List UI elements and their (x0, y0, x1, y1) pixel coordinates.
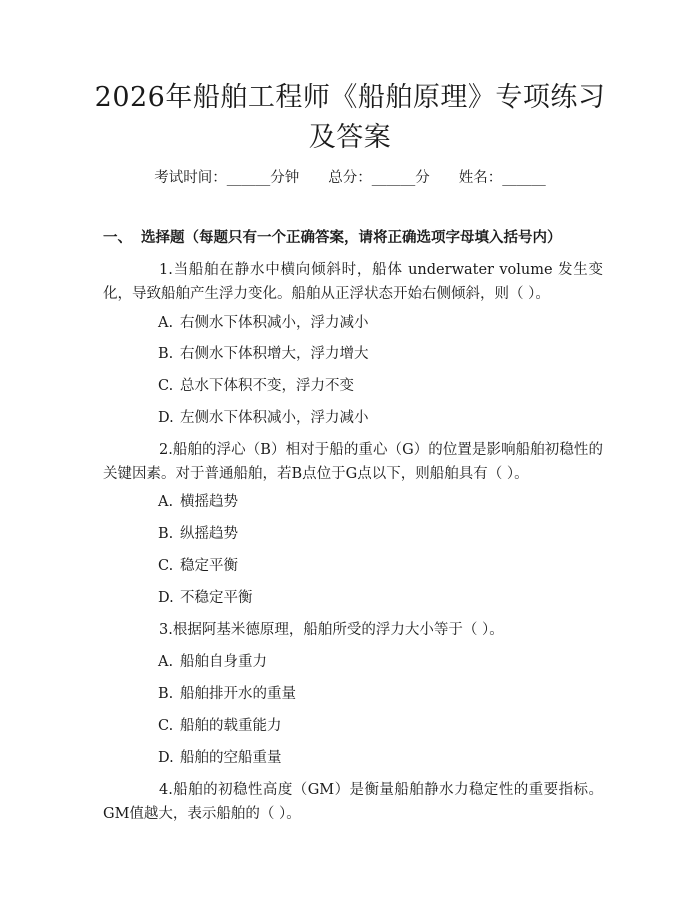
question-2-text (103, 438, 603, 486)
option-text: 船舶的空船重量 (180, 750, 282, 766)
question-2-option-d (158, 588, 253, 608)
question-3-option-d (158, 748, 282, 768)
option-letter: C. (158, 718, 174, 734)
section-title: 选择题（每题只有一个正确答案，请将正确选项字母填入括号内） (141, 229, 562, 246)
option-letter: D. (158, 410, 174, 426)
option-letter: B. (158, 686, 174, 702)
option-letter: C. (158, 558, 174, 574)
option-text: 横摇趋势 (180, 494, 238, 510)
exam-info-line: 考试时间：______分钟 总分：______分 姓名：______ (154, 170, 546, 186)
question-stem: 船舶的初稳性高度（GM）是衡量船舶静水力稳定性的重要指标。GM值越大，表示船舶的（ ）。 (103, 782, 603, 822)
option-letter: C. (158, 378, 174, 394)
option-text: 右侧水下体积减小，浮力减小 (180, 315, 369, 331)
question-stem: 船舶的浮心（B）相对于船的重心（G）的位置是影响船舶初稳性的关键因素。对于普通船舶，若B点位于G点以下，则船舶具有（ ）。 (103, 442, 603, 482)
question-2-option-a (158, 492, 238, 512)
question-1-text (103, 258, 603, 306)
option-text: 稳定平衡 (180, 558, 238, 574)
question-3-option-c (158, 716, 282, 736)
option-text: 船舶自身重力 (180, 654, 267, 670)
section-heading (103, 228, 562, 248)
question-1-option-d (158, 408, 369, 428)
option-text: 船舶排开水的重量 (180, 686, 296, 702)
option-letter: D. (158, 750, 174, 766)
question-stem: 根据阿基米德原理，船舶所受的浮力大小等于（ ）。 (172, 622, 504, 638)
document-title: 2026年船舶工程师《船舶原理》专项练习及答案 (94, 82, 606, 153)
option-text: 左侧水下体积减小，浮力减小 (180, 410, 369, 426)
question-number: 2. (159, 442, 173, 458)
option-letter: D. (158, 590, 174, 606)
option-letter: A. (158, 494, 174, 510)
question-4-text (103, 778, 603, 826)
question-3-option-b (158, 684, 296, 704)
option-text: 纵摇趋势 (180, 526, 238, 542)
question-number: 1. (159, 262, 173, 278)
option-letter: A. (158, 315, 174, 331)
question-1-option-b (158, 344, 369, 364)
question-1-option-c (158, 376, 354, 396)
question-number: 3. (159, 622, 173, 638)
question-2-option-c (158, 556, 238, 576)
option-letter: B. (158, 526, 174, 542)
question-stem: 当船舶在静水中横向倾斜时，船体 underwater volume 发生变化，导致船舶产生浮力变化。船舶从正浮状态开始右侧倾斜，则（ ）。 (103, 262, 603, 302)
section-number: 一、 (103, 229, 132, 246)
option-text: 船舶的载重能力 (180, 718, 282, 734)
question-number: 4. (159, 782, 173, 798)
option-text: 右侧水下体积增大，浮力增大 (180, 346, 369, 362)
question-1-option-a (158, 313, 369, 333)
question-2-option-b (158, 524, 238, 544)
option-letter: B. (158, 346, 174, 362)
option-letter: A. (158, 654, 174, 670)
question-3-option-a (158, 652, 267, 672)
question-3-text (103, 618, 603, 642)
option-text: 不稳定平衡 (180, 590, 253, 606)
option-text: 总水下体积不变，浮力不变 (180, 378, 354, 394)
